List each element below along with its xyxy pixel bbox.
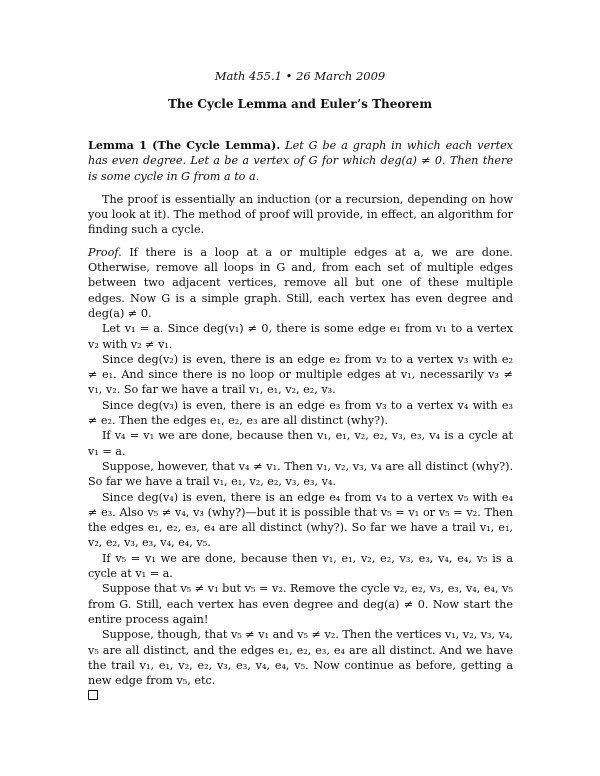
proof-paragraph: Let v₁ = a. Since deg(v₁) ≠ 0, there is some edge e₁ from v₁ to a vertex v₂ with v₂ ≠ v₁. — [88, 322, 513, 351]
proof-first-text: If there is a loop at a or multiple edges at a, we are done. Otherwise, remove all loops in G and, from each set of multiple edges between two adjacent vertices, remove all but one of these multiple edges. Now G is a simple graph. Still, each vertex has even degree and deg(a) ≠ 0. — [88, 245, 513, 320]
proof-first-paragraph — [88, 245, 513, 321]
document-body — [88, 138, 513, 704]
proof-paragraph: Since deg(v₃) is even, there is an edge e₃ from v₃ to a vertex v₄ with e₃ ≠ e₂. Then the edges e₁, e₂, e₃ are all distinct (why?). — [88, 398, 513, 428]
proof-label: Proof. — [88, 245, 122, 259]
lemma-label: Lemma 1 (The Cycle Lemma). — [88, 138, 281, 152]
proof-paragraph: If v₄ = v₁ we are done, because then v₁, e₁, v₂, e₂, v₃, e₃, v₄ is a cycle at v₁ = a. — [88, 429, 513, 458]
proof-paragraph: Since deg(v₂) is even, there is an edge e₂ from v₂ to a vertex v₃ with e₂ ≠ e₁. And since there is no loop or multiple edges at v₁, necessarily v₃ ≠ v₁, v₂. So far we have a trail v₁, e₁, v₂, e₂, v₃. — [88, 352, 513, 397]
lemma-text: Let G be a graph in which each vertex has even degree. Let a be a vertex of G for which deg(a) ≠ 0. Then there is some cycle in G from a to a. — [88, 139, 513, 183]
proof-paragraph: Suppose that v₅ ≠ v₁ but v₅ = v₂. Remove the cycle v₂, e₂, v₃, e₃, v₄, e₄, v₅ from G. Still, each vertex has even degree and deg(a) ≠ 0. Now start the entire process again! — [88, 582, 513, 626]
page-title: The Cycle Lemma and Euler’s Theorem — [167, 97, 433, 111]
intro-paragraph: The proof is essentially an induction (or a recursion, depending on how you look at it). The method of proof will provide, in effect, an algorithm for finding such a cycle. — [88, 192, 513, 237]
proof-paragraph: Suppose, however, that v₄ ≠ v₁. Then v₁, v₂, v₃, v₄ are all distinct (why?). So far we have a trail v₁, e₁, v₂, e₂, v₃, e₃, v₄. — [88, 459, 513, 489]
proof-paragraph: Since deg(v₄) is even, there is an edge e₄ from v₄ to a vertex v₅ with e₄ ≠ e₃. Also v₅ ≠ v₄, v₃ (why?)—but it is possible that v₅ = v₁ or v₅ = v₂. Then the edges e₁, e₂, e₃, e₄ are all distinct (why?). So far we have a trail v₁, e₁, v₂, e₂, v₃, e₃, v₄, e₄, v₅. — [88, 490, 513, 550]
proof-paragraph: If v₅ = v₁ we are done, because then v₁, e₁, v₂, e₂, v₃, e₃, v₄, e₄, v₅ is a cycle at v₁ = a. — [88, 551, 513, 581]
lemma-statement — [88, 138, 513, 184]
course-header: Math 455.1 • 26 March 2009 — [214, 69, 386, 83]
qed-box-icon — [88, 690, 98, 700]
proof-paragraph: Suppose, though, that v₅ ≠ v₁ and v₅ ≠ v₂. Then the vertices v₁, v₂, v₃, v₄, v₅ are all distinct, and the edges e₁, e₂, e₃, e₄ are all distinct. And we have the trail v₁, e₁, v₂, e₂, v₃, e₃, v₄, e₄, v₅. Now continue as before, getting a new edge from v₅, etc. — [88, 628, 513, 688]
